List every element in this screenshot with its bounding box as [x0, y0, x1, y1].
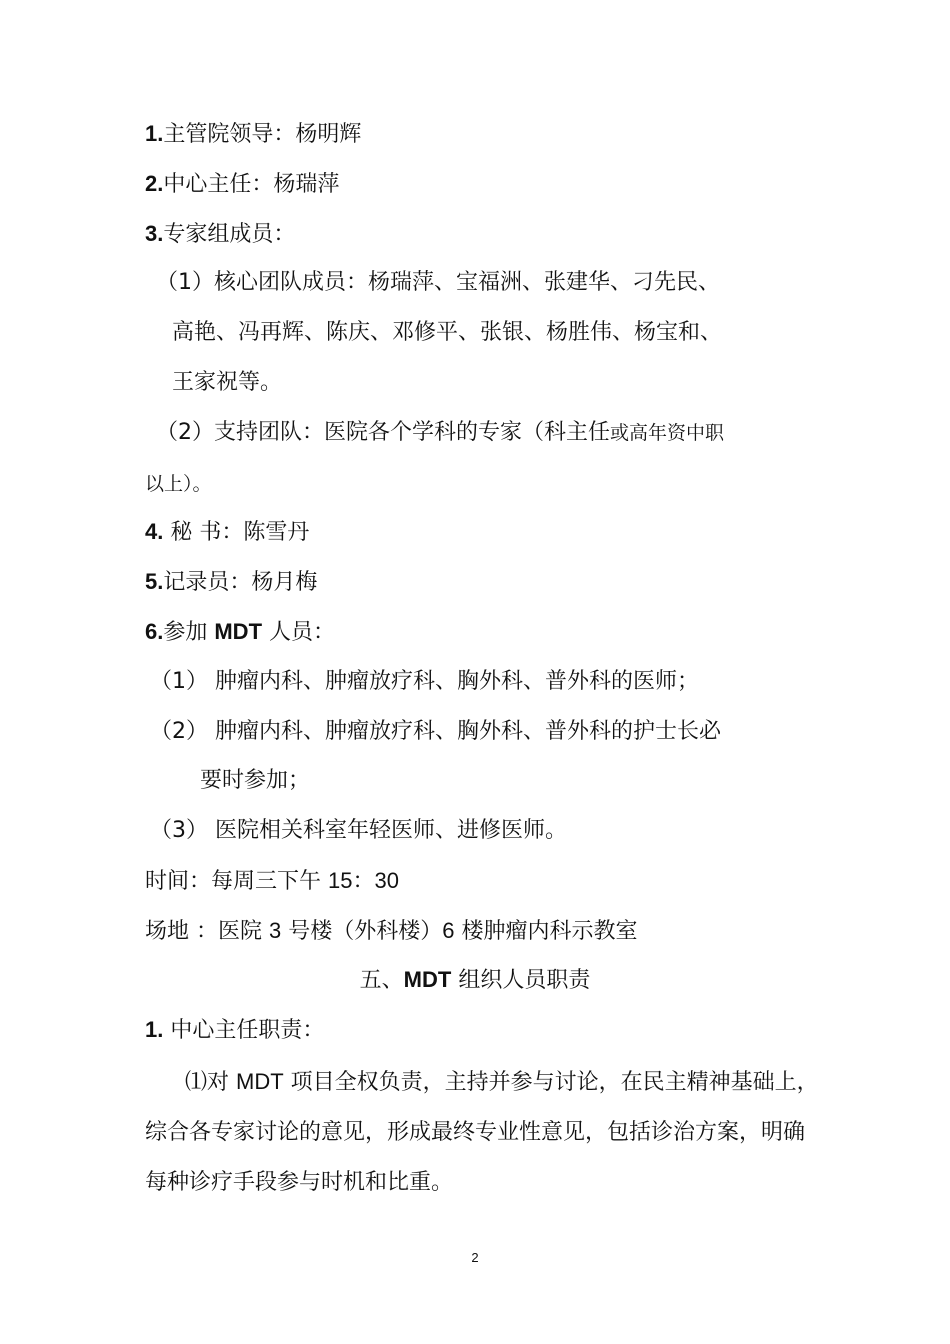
section-heading: 五、MDT 组织人员职责: [359, 967, 591, 993]
page-number: 2: [471, 1250, 479, 1265]
line-mdt-participants: 6.参加 MDT 人员：: [145, 619, 336, 645]
line-participants-nurses: （2） 肿瘤内科、肿瘤放疗科、胸外科、普外科的护士长必: [150, 719, 721, 744]
line-recorder: 5.记录员：杨月梅: [145, 569, 318, 595]
line-participants-nurses-cont: 要时参加；: [200, 768, 311, 793]
line-director-duties: 1. 中心主任职责：: [145, 1017, 325, 1043]
line-core-team-end: 王家祝等。: [172, 370, 283, 395]
line-participants-doctors: （1） 肿瘤内科、肿瘤放疗科、胸外科、普外科的医师；: [150, 669, 699, 694]
line-participants-young-doctors: （3） 医院相关科室年轻医师、进修医师。: [150, 818, 567, 843]
para-duty-1-end: 每种诊疗手段参与时机和比重。: [145, 1170, 454, 1195]
line-center-director: 2.中心主任：杨瑞萍: [145, 171, 340, 197]
line-secretary: 4. 秘 书：陈雪丹: [145, 519, 310, 545]
line-core-team: （1）核心团队成员：杨瑞萍、宝福洲、张建华、刁先民、: [156, 270, 720, 295]
line-meeting-time: 时间：每周三下午 15：30: [145, 868, 399, 894]
line-core-team-cont: 高艳、冯再辉、陈庆、邓修平、张银、杨胜伟、杨宝和、: [172, 320, 723, 345]
para-duty-1-cont: 综合各专家讨论的意见，形成最终专业性意见，包括诊治方案，明确: [145, 1120, 806, 1145]
line-support-team-end: 以上）。: [145, 473, 212, 495]
line-supervising-leader: 1.主管院领导：杨明辉: [145, 121, 362, 147]
line-expert-members: 3.专家组成员：: [145, 221, 296, 247]
para-duty-1: ⑴对 MDT 项目全权负责，主持并参与讨论，在民主精神基础上，: [185, 1069, 819, 1095]
line-support-team: （2）支持团队：医院各个学科的专家（科主任或高年资中职: [156, 420, 725, 445]
line-meeting-venue: 场地 ：医院 3 号楼（外科楼）6 楼肿瘤内科示教室: [145, 918, 638, 944]
